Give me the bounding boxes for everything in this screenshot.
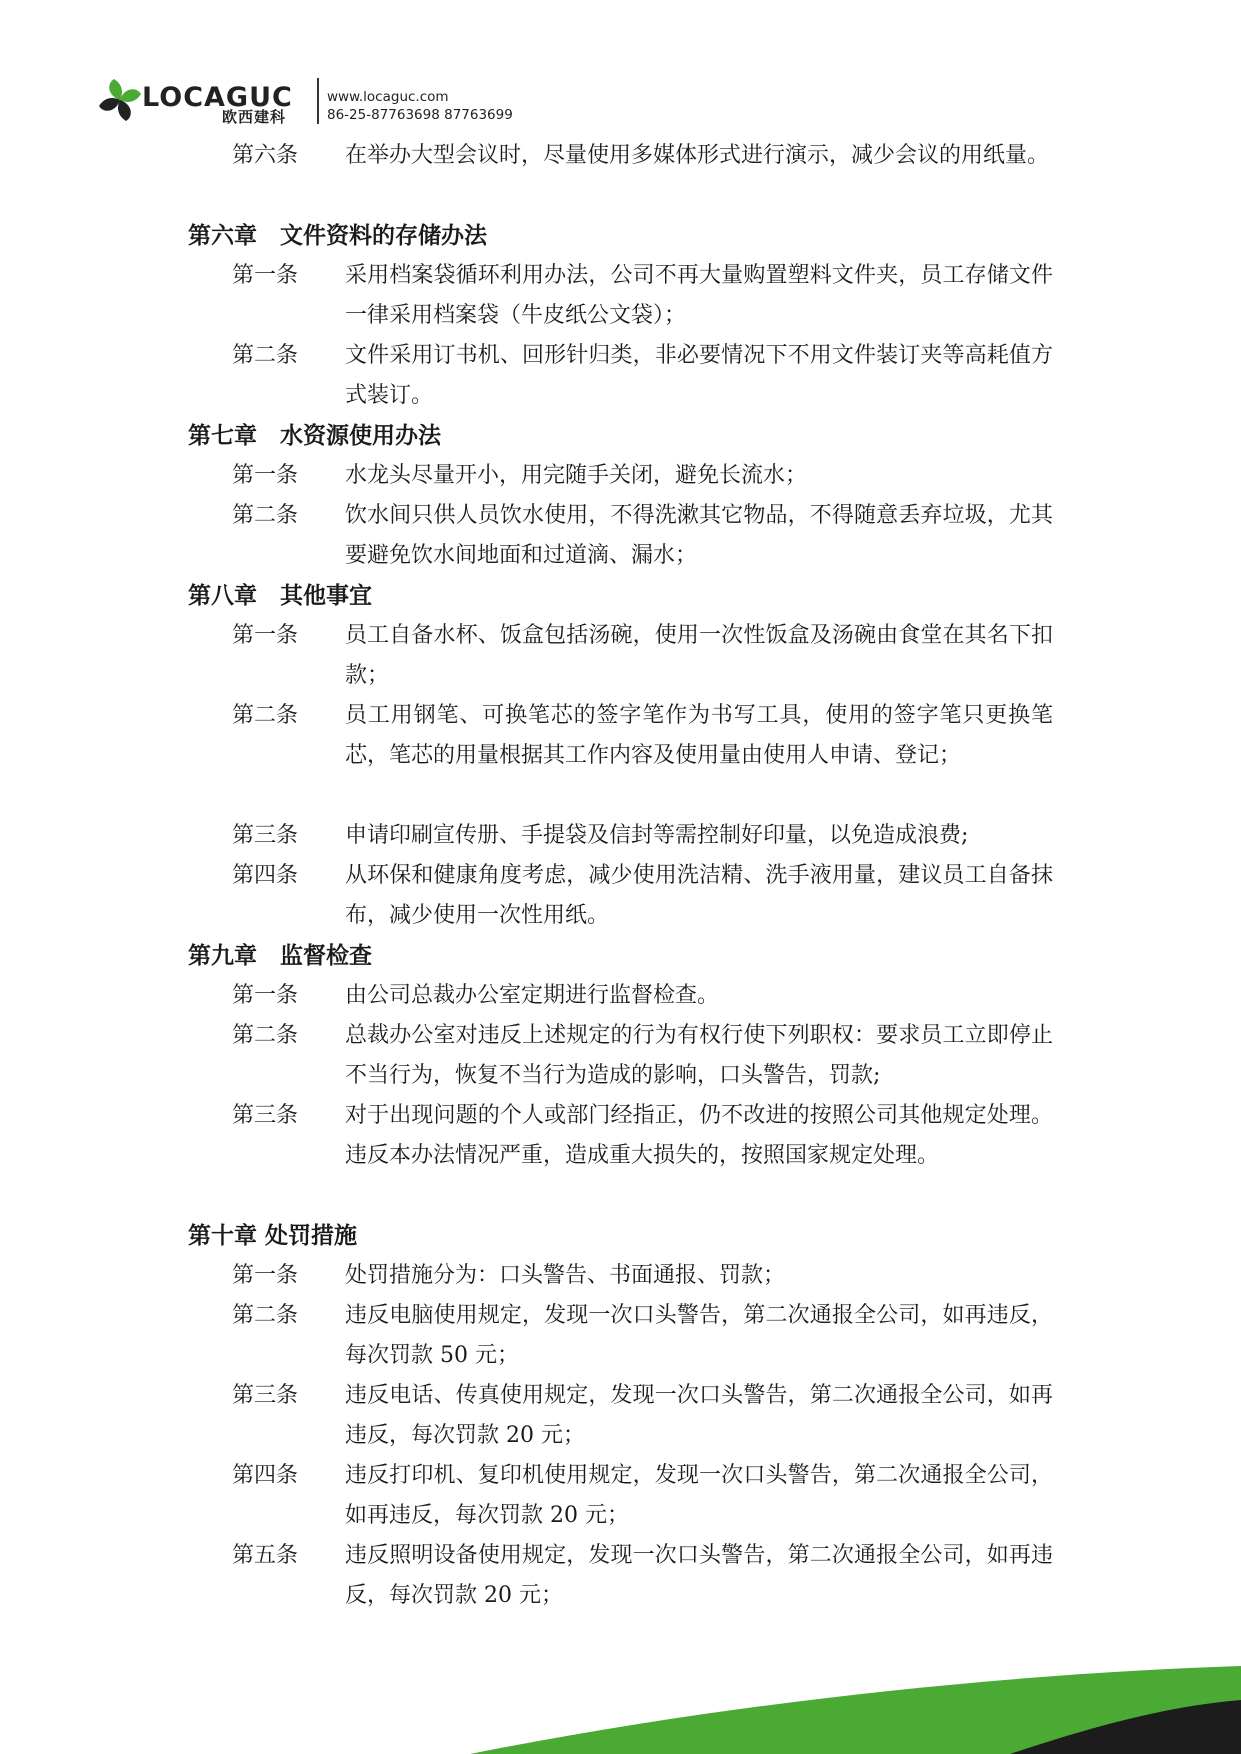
website-text: www.locaguc.com — [327, 89, 449, 105]
article-label: 第一条 — [232, 263, 299, 288]
article-text: 对于出现问题的个人或部门经指正，仍不改进的按照公司其他规定处理。违反本办法情况严重，造成重大损失的，按照国家规定处理。 — [345, 1103, 1053, 1168]
article-text: 由公司总裁办公室定期进行监督检查。 — [345, 983, 720, 1008]
article-label: 第三条 — [232, 1103, 299, 1128]
header-divider — [317, 78, 319, 124]
page-header — [96, 76, 656, 126]
article-label: 第一条 — [232, 1263, 299, 1288]
article-label: 第一条 — [232, 623, 299, 648]
article-label: 第二条 — [232, 1023, 299, 1048]
article-text: 员工用钢笔、可换笔芯的签字笔作为书写工具，使用的签字笔只更换笔芯，笔芯的用量根据其工作内容及使用量由使用人申请、登记； — [345, 703, 1053, 768]
article-text: 违反照明设备使用规定，发现一次口头警告，第二次通报全公司，如再违反，每次罚款 20 元； — [345, 1543, 1053, 1608]
article-text: 申请印刷宣传册、手提袋及信封等需控制好印量，以免造成浪费; — [345, 823, 969, 848]
article-label: 第五条 — [232, 1543, 299, 1568]
article-label: 第二条 — [232, 343, 299, 368]
chapter-heading: 第八章 其他事宜 — [188, 582, 372, 609]
article-text: 水龙头尽量开小，用完随手关闭，避免长流水； — [345, 463, 808, 488]
footer-swoosh — [0, 1644, 1241, 1754]
article-label: 第六条 — [232, 143, 299, 168]
chapter-heading: 第十章 处罚措施 — [188, 1222, 358, 1249]
article-text: 违反电话、传真使用规定，发现一次口头警告，第二次通报全公司，如再违反，每次罚款 20 元； — [345, 1383, 1053, 1448]
logo-chinese-name: 欧西建科 — [222, 108, 287, 126]
article-text: 处罚措施分为：口头警告、书面通报、罚款； — [345, 1263, 786, 1288]
article-text: 文件采用订书机、回形针归类，非必要情况下不用文件装订夹等高耗值方式装订。 — [345, 343, 1053, 408]
chapter-heading: 第七章 水资源使用办法 — [188, 422, 441, 449]
article-text: 采用档案袋循环利用办法，公司不再大量购置塑料文件夹，员工存储文件一律采用档案袋（牛皮纸公文袋）； — [345, 263, 1053, 328]
article-label: 第二条 — [232, 703, 299, 728]
phone-text: 86-25-87763698 87763699 — [327, 107, 513, 123]
chapter-heading: 第六章 文件资料的存储办法 — [188, 222, 487, 249]
article-text: 违反打印机、复印机使用规定，发现一次口头警告，第二次通报全公司，如再违反，每次罚款 20 元； — [345, 1463, 1053, 1528]
article-label: 第一条 — [232, 983, 299, 1008]
article-label: 第三条 — [232, 1383, 299, 1408]
article-text: 总裁办公室对违反上述规定的行为有权行使下列职权：要求员工立即停止不当行为，恢复不当行为造成的影响，口头警告，罚款; — [345, 1023, 1053, 1088]
article-text: 饮水间只供人员饮水使用，不得洗漱其它物品，不得随意丢弃垃圾，尤其要避免饮水间地面和过道滴、漏水； — [345, 503, 1053, 568]
article-label: 第四条 — [232, 1463, 299, 1488]
article-text: 违反电脑使用规定，发现一次口头警告，第二次通报全公司，如再违反，每次罚款 50 元； — [345, 1303, 1053, 1368]
article-label: 第三条 — [232, 823, 299, 848]
article-label: 第二条 — [232, 1303, 299, 1328]
article-label: 第二条 — [232, 503, 299, 528]
article-text: 在举办大型会议时，尽量使用多媒体形式进行演示，减少会议的用纸量。 — [345, 143, 1050, 168]
article-text: 员工自备水杯、饭盒包括汤碗，使用一次性饭盒及汤碗由食堂在其名下扣款； — [345, 623, 1053, 688]
article-label: 第四条 — [232, 863, 299, 888]
contact-info — [327, 88, 513, 124]
article-label: 第一条 — [232, 463, 299, 488]
chapter-heading: 第九章 监督检查 — [188, 942, 372, 969]
locaguc-logo-icon — [96, 76, 144, 124]
logo-wordmark: LOCAGUC — [142, 82, 293, 113]
article-text: 从环保和健康角度考虑，减少使用洗洁精、洗手液用量，建议员工自备抹布，减少使用一次性用纸。 — [345, 863, 1053, 928]
